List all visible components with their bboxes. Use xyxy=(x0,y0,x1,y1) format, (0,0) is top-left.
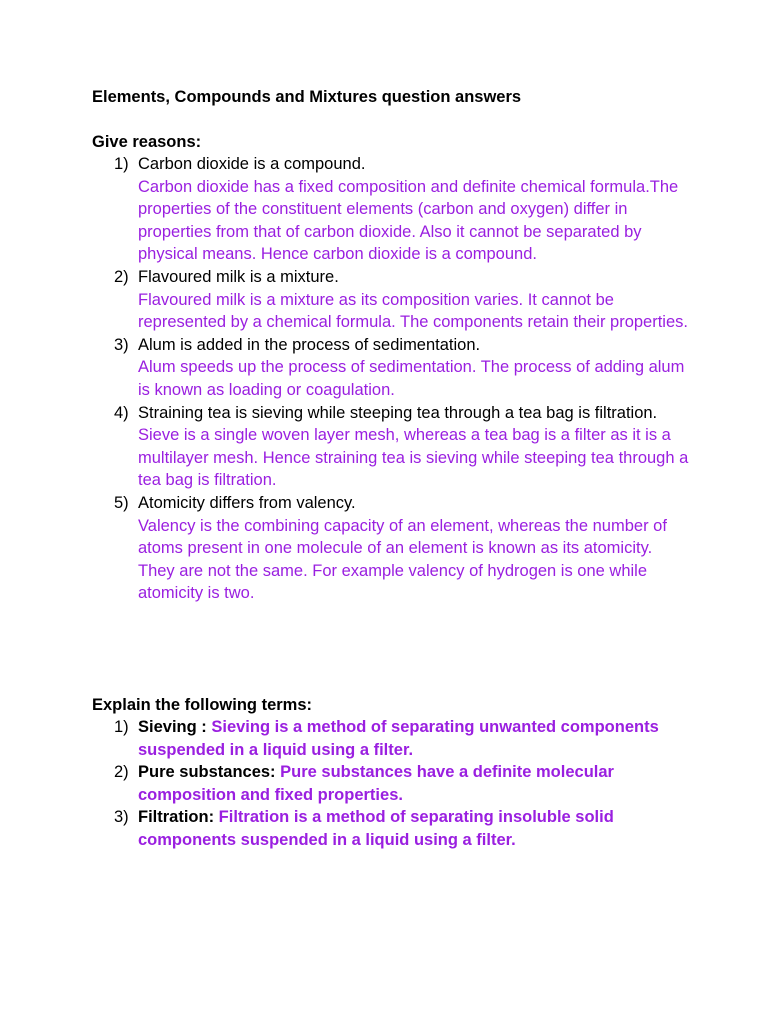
answer-text: Valency is the combining capacity of an element, whereas the number of atoms present in one molecule of an element is known as its atomicity. They are not the same. For example valency of hydrogen is one while atomicity is two. xyxy=(138,516,667,603)
item-number: 1) xyxy=(114,718,129,736)
answer-text: Flavoured milk is a mixture as its composition varies. It cannot be represented by a chemical formula. The components retain their properties. xyxy=(138,290,688,332)
answer-text: Alum speeds up the process of sedimentation. The process of adding alum is known as loading or coagulation. xyxy=(138,358,685,399)
term-label: Filtration: xyxy=(138,808,215,827)
explain-terms-list xyxy=(92,716,692,852)
item-number: 5) xyxy=(114,493,129,512)
term-definition: Pure substances have a definite molecular composition and fixed properties. xyxy=(138,763,614,804)
list-item xyxy=(92,266,692,334)
item-number: 3) xyxy=(114,335,129,354)
answer-text: Sieve is a single woven layer mesh, whereas a tea bag is a filter as it is a multilayer mesh. Hence straining tea is sieving while steeping tea through a tea bag is filtration. xyxy=(138,426,689,490)
question-text: Straining tea is sieving while steeping tea through a tea bag is filtration. xyxy=(138,403,658,422)
term-definition: Filtration is a method of separating insoluble solid components suspended in a liquid using a filter. xyxy=(138,808,614,849)
list-item xyxy=(92,761,692,806)
list-item xyxy=(92,402,692,492)
question-text: Atomicity differs from valency. xyxy=(138,493,356,512)
document-title: Elements, Compounds and Mixtures question answers xyxy=(92,88,522,106)
term-definition: Sieving is a method of separating unwanted components suspended in a liquid using a filter. xyxy=(138,718,659,759)
list-item xyxy=(92,716,692,761)
term-label: Pure substances: xyxy=(138,763,276,782)
term-label: Sieving : xyxy=(138,718,207,736)
question-text: Alum is added in the process of sedimentation. xyxy=(138,335,481,354)
explain-terms-heading: Explain the following terms: xyxy=(92,696,313,714)
list-item xyxy=(92,492,692,605)
list-item xyxy=(92,806,692,851)
answer-text: Carbon dioxide has a fixed composition and definite chemical formula.The properties of the constituent elements (carbon and oxygen) differ in properties from that of carbon dioxide. Also it cannot be separated by physical means. Hence carbon dioxide is a compound. xyxy=(138,177,679,264)
item-number: 3) xyxy=(114,808,129,827)
question-text: Carbon dioxide is a compound. xyxy=(138,155,366,173)
question-text: Flavoured milk is a mixture. xyxy=(138,267,339,286)
give-reasons-list xyxy=(92,153,692,605)
list-item xyxy=(92,153,692,266)
item-number: 1) xyxy=(114,155,129,173)
give-reasons-heading: Give reasons: xyxy=(92,133,202,151)
item-number: 2) xyxy=(114,763,129,782)
item-number: 2) xyxy=(114,267,129,286)
item-number: 4) xyxy=(114,403,129,422)
list-item xyxy=(92,334,692,402)
